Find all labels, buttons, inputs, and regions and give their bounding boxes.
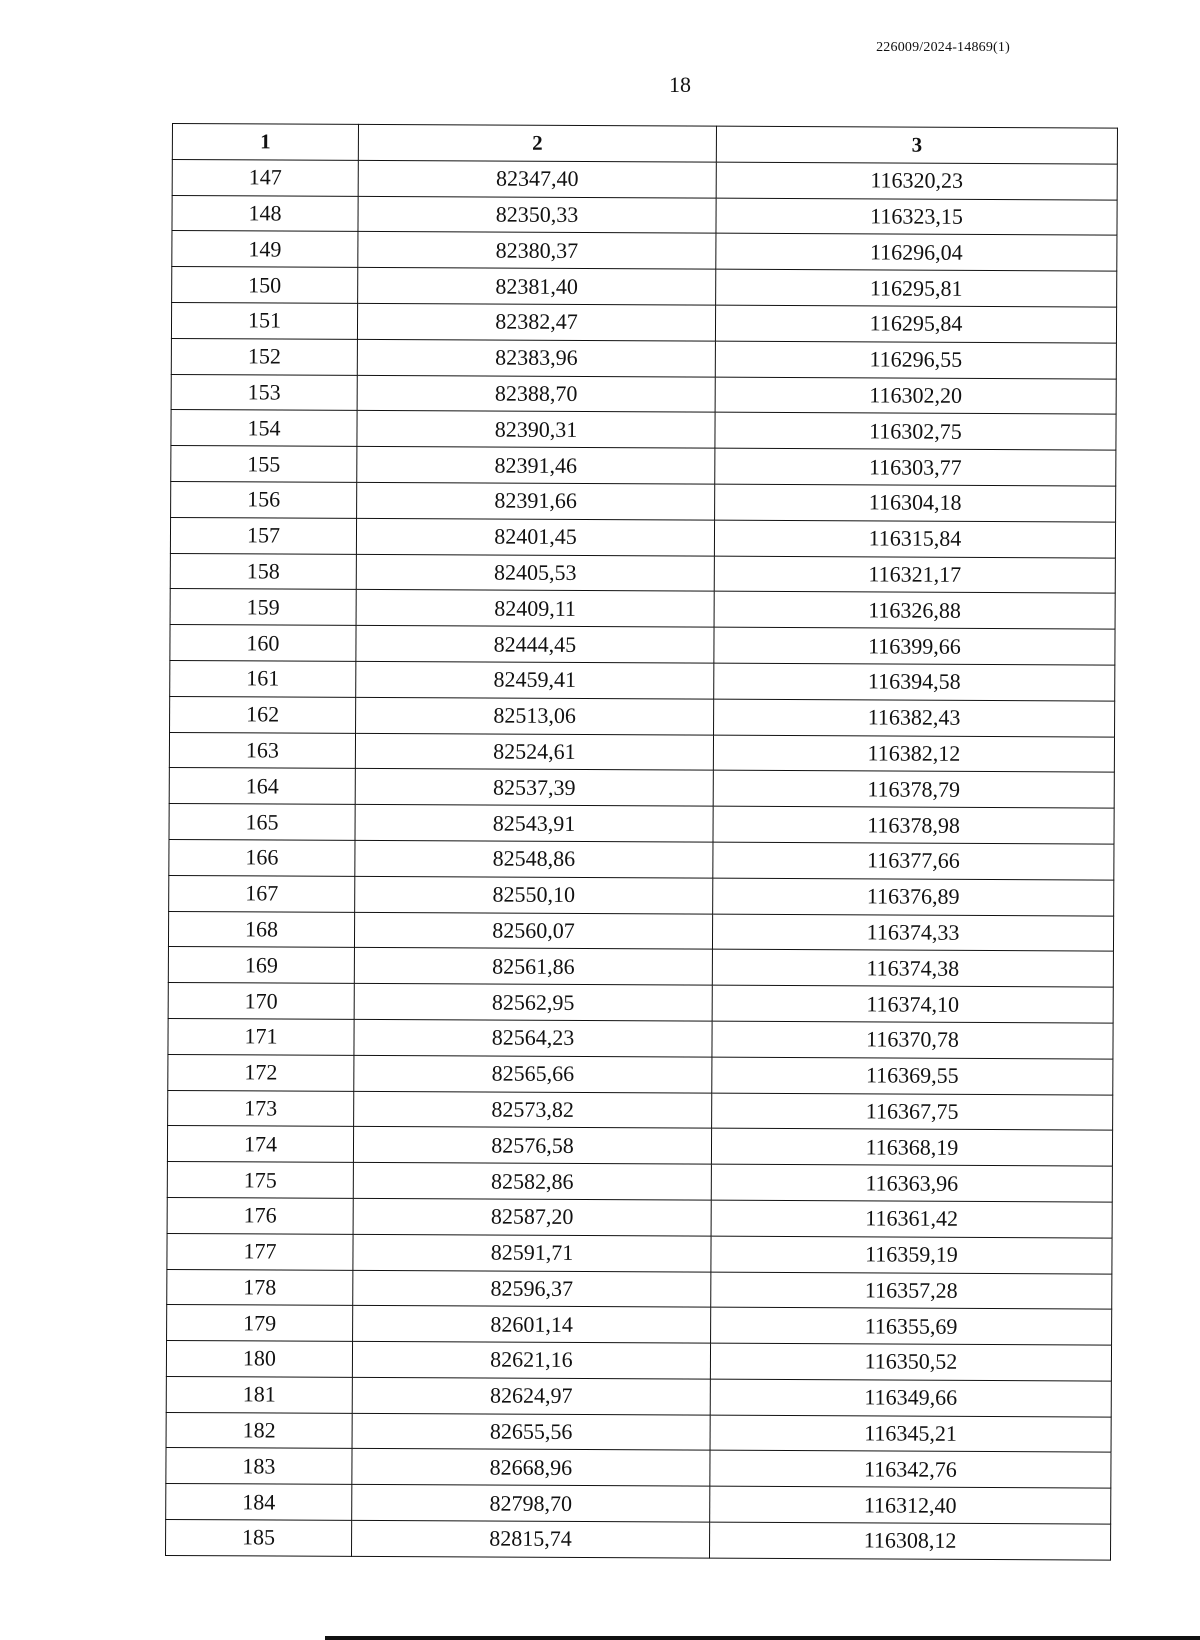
x-coordinate-cell: 82537,39 [355, 769, 713, 807]
table-row [171, 481, 1116, 521]
table-row [171, 410, 1116, 450]
y-coordinate-cell: 116315,84 [714, 520, 1115, 558]
point-number-cell: 179 [167, 1305, 353, 1342]
point-number-cell: 168 [168, 911, 354, 948]
table-header-row [172, 124, 1117, 164]
table-row [169, 839, 1114, 879]
table-row [167, 1233, 1112, 1273]
x-coordinate-cell: 82543,91 [355, 805, 713, 843]
point-number-cell: 174 [167, 1126, 353, 1163]
y-coordinate-cell: 116359,19 [711, 1236, 1112, 1274]
table-row [169, 804, 1114, 844]
table-body [166, 159, 1118, 1560]
x-coordinate-cell: 82350,33 [358, 196, 716, 234]
y-coordinate-cell: 116368,19 [711, 1128, 1112, 1166]
table-row [166, 1484, 1111, 1524]
coordinates-table [165, 123, 1118, 1560]
point-number-cell: 147 [172, 159, 358, 196]
table-row [166, 1448, 1111, 1488]
table-row [168, 1018, 1113, 1058]
table-row [172, 267, 1117, 307]
x-coordinate-cell: 82587,20 [353, 1198, 711, 1236]
point-number-cell: 169 [168, 947, 354, 984]
point-number-cell: 181 [166, 1376, 352, 1413]
y-coordinate-cell: 116361,42 [711, 1200, 1112, 1238]
point-number-cell: 154 [171, 410, 357, 447]
point-number-cell: 163 [169, 732, 355, 769]
table-row [170, 589, 1115, 629]
x-coordinate-cell: 82815,74 [351, 1520, 709, 1558]
x-coordinate-cell: 82409,11 [356, 590, 714, 628]
y-coordinate-cell: 116374,10 [712, 985, 1113, 1023]
point-number-cell: 184 [166, 1484, 352, 1521]
table-row [166, 1341, 1111, 1381]
y-coordinate-cell: 116374,38 [712, 949, 1113, 987]
y-coordinate-cell: 116320,23 [716, 162, 1117, 200]
point-number-cell: 155 [171, 446, 357, 483]
y-coordinate-cell: 116369,55 [712, 1057, 1113, 1095]
y-coordinate-cell: 116296,04 [716, 234, 1117, 272]
table-row [167, 1197, 1112, 1237]
y-coordinate-cell: 116363,96 [711, 1164, 1112, 1202]
table-row [171, 446, 1116, 486]
y-coordinate-cell: 116370,78 [712, 1021, 1113, 1059]
y-coordinate-cell: 116394,58 [714, 663, 1115, 701]
point-number-cell: 171 [168, 1018, 354, 1055]
table-row [167, 1126, 1112, 1166]
x-coordinate-cell: 82383,96 [357, 339, 715, 377]
point-number-cell: 148 [172, 195, 358, 232]
column-header: 1 [172, 124, 358, 161]
table-row [166, 1520, 1111, 1560]
x-coordinate-cell: 82601,14 [353, 1306, 711, 1344]
y-coordinate-cell: 116321,17 [714, 556, 1115, 594]
y-coordinate-cell: 116342,76 [710, 1451, 1111, 1489]
x-coordinate-cell: 82388,70 [357, 375, 715, 413]
y-coordinate-cell: 116312,40 [710, 1486, 1111, 1524]
x-coordinate-cell: 82560,07 [354, 912, 712, 950]
table-row [166, 1376, 1111, 1416]
y-coordinate-cell: 116295,81 [716, 269, 1117, 307]
table-row [168, 947, 1113, 987]
point-number-cell: 149 [172, 231, 358, 268]
table-row [167, 1269, 1112, 1309]
point-number-cell: 178 [167, 1269, 353, 1306]
point-number-cell: 156 [171, 481, 357, 518]
table-row [167, 1162, 1112, 1202]
x-coordinate-cell: 82624,97 [352, 1377, 710, 1415]
x-coordinate-cell: 82548,86 [355, 840, 713, 878]
y-coordinate-cell: 116350,52 [710, 1343, 1111, 1381]
table-row [167, 1305, 1112, 1345]
y-coordinate-cell: 116382,12 [713, 735, 1114, 773]
bottom-rule [325, 1636, 1200, 1640]
table-row [169, 732, 1114, 772]
x-coordinate-cell: 82565,66 [354, 1055, 712, 1093]
table-row [172, 231, 1117, 271]
y-coordinate-cell: 116367,75 [712, 1093, 1113, 1131]
y-coordinate-cell: 116377,66 [713, 842, 1114, 880]
point-number-cell: 153 [171, 374, 357, 411]
x-coordinate-cell: 82798,70 [352, 1485, 710, 1523]
point-number-cell: 162 [170, 696, 356, 733]
point-number-cell: 160 [170, 625, 356, 662]
x-coordinate-cell: 82582,86 [353, 1163, 711, 1201]
y-coordinate-cell: 116302,75 [715, 413, 1116, 451]
table-row [172, 159, 1117, 199]
x-coordinate-cell: 82576,58 [353, 1127, 711, 1165]
point-number-cell: 164 [169, 768, 355, 805]
table-row [171, 338, 1116, 378]
y-coordinate-cell: 116295,84 [715, 305, 1116, 343]
point-number-cell: 170 [168, 983, 354, 1020]
x-coordinate-cell: 82621,16 [352, 1341, 710, 1379]
point-number-cell: 157 [170, 517, 356, 554]
y-coordinate-cell: 116303,77 [715, 448, 1116, 486]
x-coordinate-cell: 82382,47 [357, 303, 715, 341]
table-row [170, 696, 1115, 736]
y-coordinate-cell: 116349,66 [710, 1379, 1111, 1417]
x-coordinate-cell: 82381,40 [358, 268, 716, 306]
y-coordinate-cell: 116345,21 [710, 1415, 1111, 1453]
table-row [170, 660, 1115, 700]
table-row [170, 553, 1115, 593]
y-coordinate-cell: 116355,69 [711, 1307, 1112, 1345]
y-coordinate-cell: 116308,12 [709, 1522, 1110, 1560]
point-number-cell: 158 [170, 553, 356, 590]
x-coordinate-cell: 82564,23 [354, 1019, 712, 1057]
point-number-cell: 151 [171, 302, 357, 339]
x-coordinate-cell: 82401,45 [356, 518, 714, 556]
x-coordinate-cell: 82561,86 [354, 948, 712, 986]
point-number-cell: 180 [166, 1341, 352, 1378]
x-coordinate-cell: 82573,82 [354, 1091, 712, 1129]
table-row [168, 1054, 1113, 1094]
point-number-cell: 152 [171, 338, 357, 375]
x-coordinate-cell: 82444,45 [356, 626, 714, 664]
point-number-cell: 166 [169, 839, 355, 876]
table-row [168, 911, 1113, 951]
x-coordinate-cell: 82655,56 [352, 1413, 710, 1451]
table-row [171, 374, 1116, 414]
x-coordinate-cell: 82459,41 [356, 661, 714, 699]
point-number-cell: 173 [168, 1090, 354, 1127]
point-number-cell: 159 [170, 589, 356, 626]
y-coordinate-cell: 116382,43 [714, 699, 1115, 737]
x-coordinate-cell: 82524,61 [355, 733, 713, 771]
y-coordinate-cell: 116378,79 [713, 770, 1114, 808]
y-coordinate-cell: 116378,98 [713, 806, 1114, 844]
y-coordinate-cell: 116376,89 [713, 878, 1114, 916]
y-coordinate-cell: 116326,88 [714, 592, 1115, 630]
x-coordinate-cell: 82405,53 [356, 554, 714, 592]
point-number-cell: 167 [169, 875, 355, 912]
point-number-cell: 185 [166, 1520, 352, 1557]
table-row [170, 517, 1115, 557]
x-coordinate-cell: 82391,46 [357, 447, 715, 485]
x-coordinate-cell: 82513,06 [356, 697, 714, 735]
column-header: 3 [716, 126, 1117, 164]
table-row [172, 195, 1117, 235]
table-row [171, 302, 1116, 342]
table-row [169, 875, 1114, 915]
y-coordinate-cell: 116323,15 [716, 198, 1117, 236]
table-row [169, 768, 1114, 808]
y-coordinate-cell: 116304,18 [715, 484, 1116, 522]
x-coordinate-cell: 82390,31 [357, 411, 715, 449]
table-row [168, 983, 1113, 1023]
point-number-cell: 172 [168, 1054, 354, 1091]
y-coordinate-cell: 116296,55 [715, 341, 1116, 379]
x-coordinate-cell: 82591,71 [353, 1234, 711, 1272]
table-row [166, 1412, 1111, 1452]
point-number-cell: 176 [167, 1197, 353, 1234]
document-id: 226009/2024-14869(1) [876, 40, 1010, 55]
coordinates-table-container [165, 123, 1117, 1560]
point-number-cell: 175 [167, 1162, 353, 1199]
y-coordinate-cell: 116357,28 [711, 1272, 1112, 1310]
y-coordinate-cell: 116374,33 [712, 914, 1113, 952]
x-coordinate-cell: 82391,66 [357, 482, 715, 520]
y-coordinate-cell: 116302,20 [715, 377, 1116, 415]
x-coordinate-cell: 82668,96 [352, 1449, 710, 1487]
x-coordinate-cell: 82596,37 [353, 1270, 711, 1308]
page-number: 18 [669, 72, 691, 97]
x-coordinate-cell: 82550,10 [355, 876, 713, 914]
x-coordinate-cell: 82380,37 [358, 232, 716, 270]
column-header: 2 [358, 124, 716, 162]
x-coordinate-cell: 82347,40 [358, 160, 716, 198]
point-number-cell: 165 [169, 804, 355, 841]
y-coordinate-cell: 116399,66 [714, 627, 1115, 665]
table-row [168, 1090, 1113, 1130]
table-row [170, 625, 1115, 665]
point-number-cell: 183 [166, 1448, 352, 1485]
point-number-cell: 177 [167, 1233, 353, 1270]
point-number-cell: 161 [170, 660, 356, 697]
point-number-cell: 150 [172, 267, 358, 304]
point-number-cell: 182 [166, 1412, 352, 1449]
x-coordinate-cell: 82562,95 [354, 984, 712, 1022]
